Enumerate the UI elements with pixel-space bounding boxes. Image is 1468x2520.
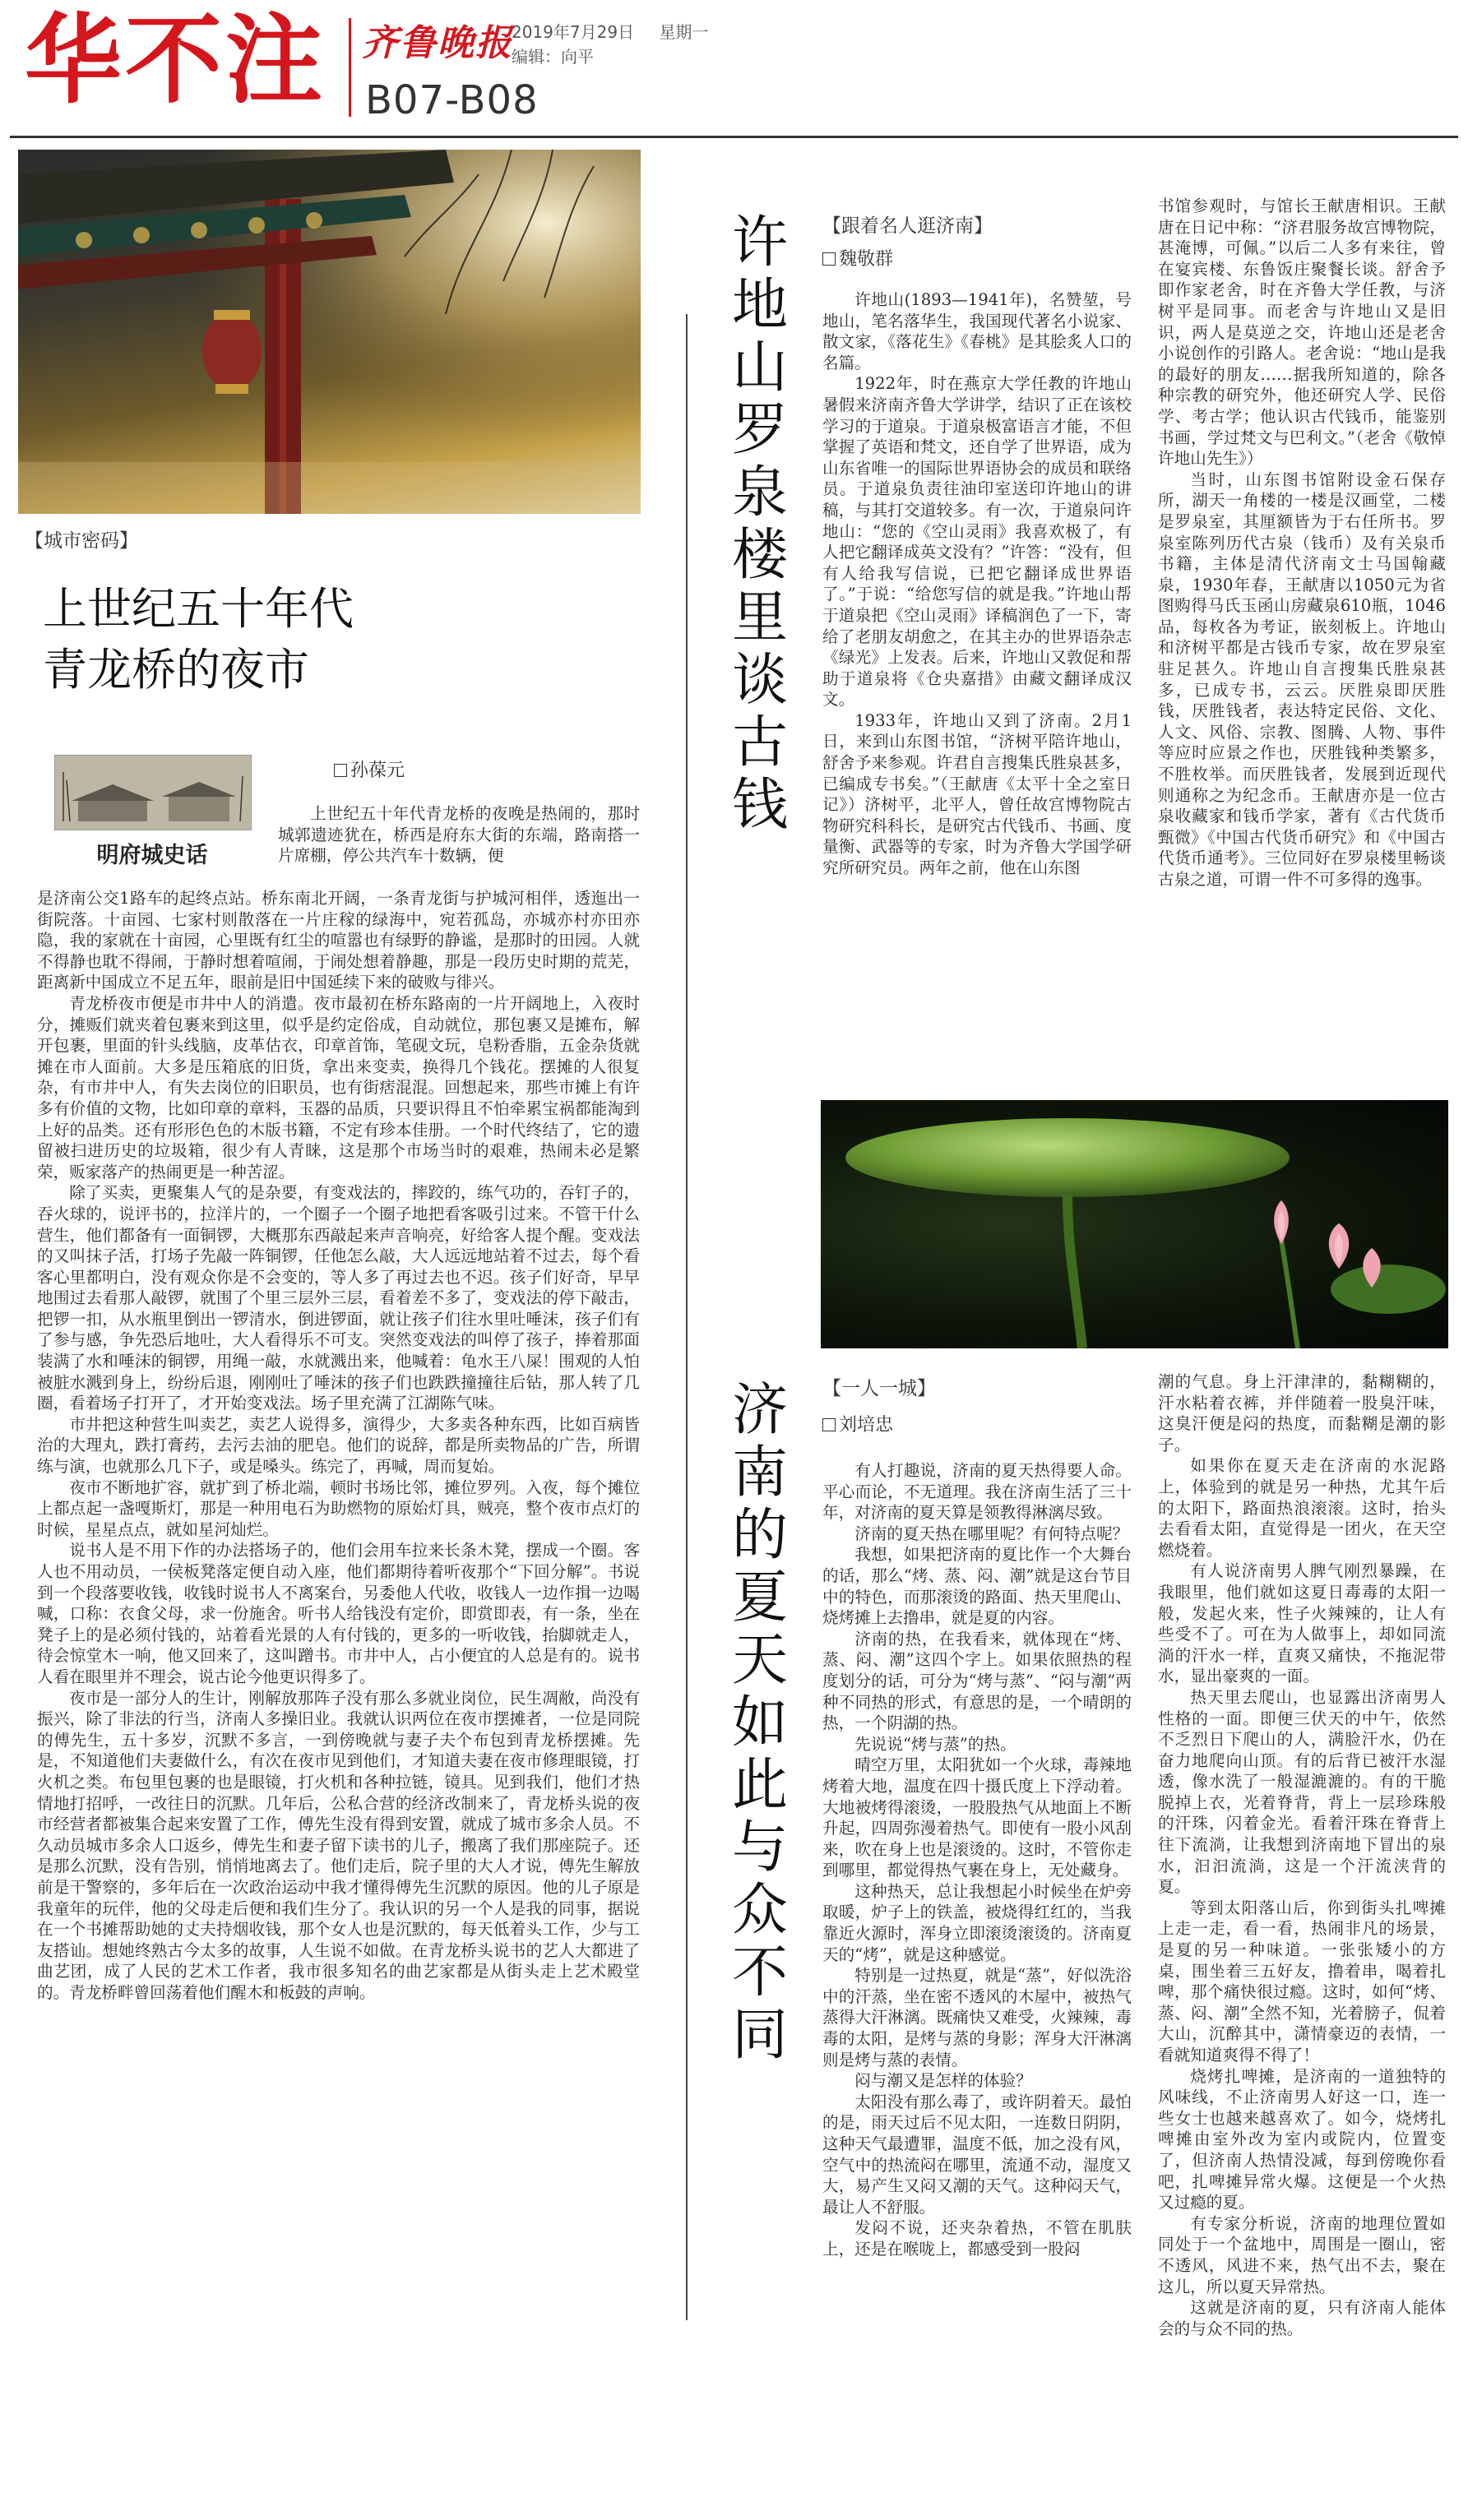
author-byline: 魏敬群 (822, 245, 893, 270)
issue-weekday: 星期一 (659, 22, 709, 42)
article-body-col1 (822, 289, 1132, 879)
author-byline: 刘培忠 (822, 1411, 893, 1436)
paragraph: 闷与潮又是怎样的体验？ (854, 2071, 1032, 2091)
paragraph: 有人说济南男人脾气刚烈暴躁，在我眼里，他们就如这夏日毒毒的太阳一般，发起火来，性子火辣辣的，让人有些受不了。可在为人做事上，却如同流淌的汗水一样，直爽又痛快，不拖泥带水，显出豪爽的一面。 (1158, 1561, 1446, 1686)
section-title: 华不注 (25, 3, 326, 117)
newspaper-logo: 齐鲁晚报 (362, 22, 513, 64)
old-building-illustration (55, 756, 251, 830)
paragraph: 当时，山东图书馆附设金石保存所，湖天一角楼的一楼是汉画堂，二楼是罗泉室，其厘额皆为于右任所书。罗泉室陈列历代古泉（钱币）及有关泉币书籍，主体是清代济南文士马国翰藏泉，1930年春，王献唐以1050元为省图购得马氏玉函山房藏泉610瓶，1046品，每枚各为考证，嵌刻板上。许地山和济树平都是古钱币专家，故在罗泉室驻足甚久。许地山自言搜集氏胜泉甚多，已成专书，云云。厌胜泉即厌胜钱，厌胜钱者，表达特定民俗、文化、人文、风俗、宗教、图腾、人物、事件等应时应景之作也，厌胜钱种类繁多，不胜枚举。而厌胜钱者，发展到近现代则通称之为纪念币。王献唐亦是一位古泉收藏家和钱币学家，著有《古代货币甄微》《中国古代货币研究》和《中国古代货币通考》。三位同好在罗泉楼里畅谈古泉之道，可谓一件不可多得的逸事。 (1158, 469, 1446, 889)
paragraph: 书馆参观时，与馆长王献唐相识。王献唐在日记中称：“济君服务故宫博物院，甚淹博，可佩。”以后二人多有来往，曾在宴宾楼、东鲁饭庄聚餐长谈。舒舍予即作家老舍，时在齐鲁大学任教，与济树平是同事。而老舍与许地山又是旧识，两人是莫逆之交，许地山还是老舍小说创作的引路人。老舍说：“地山是我的最好的朋友……据我所知道的，除各种宗教的研究外，他还研究人学、民俗学、考古学；他认识古代钱币，能鉴别书画，学过梵文与巴利文。”（老舍《敬悼许地山先生》） (1158, 197, 1446, 469)
paragraph: 这种热天，总让我想起小时候坐在炉旁取暖，炉子上的铁盖，被烧得红红的，当我靠近火源时，浑身立即滚烫滚烫的。济南夏天的“烤”，就是这种感觉。 (822, 1881, 1132, 1964)
paragraph: 热天里去爬山，也显露出济南男人性格的一面。即便三伏天的中午，依然不乏烈日下爬山的人，满脸汗水，仍在奋力地爬向山顶。有的后背已被汗水湿透，像水洗了一般湿漉漉的。有的干脆脱掉上衣，光着脊背，背上一层珍珠般的汗珠，闪着金光。看着汗珠在脊背上往下流淌，让我想到济南地下冒出的泉水，汩汩流淌，这是一个汗流浃背的夏。 (1158, 1687, 1446, 1897)
paragraph: 晴空万里，太阳犹如一个火球，毒辣地烤着大地，温度在四十摄氏度上下浮动着。大地被烤得滚烫，一股股热气从地面上不断升起，四周弥漫着热气。即使有一股小风刮来，吹在身上也是滚烫的。这时，不管你走到哪里，都觉得热气裹在身上，无处藏身。 (822, 1755, 1132, 1880)
paragraph: 1922年，时在燕京大学任教的许地山暑假来济南齐鲁大学讲学，结识了正在该校学习的于道泉。于道泉极富语言才能，不但掌握了英语和梵文，还自学了世界语，成为山东省唯一的国际世界语协会的成员和联络员。于道泉负责往油印室送印许地山的讲稿，与其打交道较多。有一次，于道泉问许地山：“您的《空山灵雨》我喜欢极了，有人把它翻译成英文没有？”许答：“没有，但有人给我写信说，已把它翻译成世界语了。”于说：“给您写信的就是我。”许地山帮于道泉把《空山灵雨》译稿润色了一下，寄给了老朋友胡愈之，在其主办的世界语杂志《绿光》上发表。后来，许地山又敦促和帮助于道泉将《仓央嘉措》由藏文翻译成汉文。 (822, 374, 1132, 710)
issue-date: 2019年7月29日 (512, 22, 635, 42)
column-label: 【一人一城】 (822, 1378, 936, 1399)
archway-illustration (18, 150, 641, 514)
paragraph: 太阳没有那么毒了，或许阴着天。最怕的是，雨天过后不见太阳，一连数日阴阴，这种天气最遭罪，温度不低，加之没有风，空气中的热流闷在哪里，流通不动，湿度又大，易产生又闷又潮的天气。这种闷天气，最让人不舒服。 (822, 2092, 1132, 2217)
paragraph: 市井把这种营生叫卖艺，卖艺人说得多，演得少，大多卖各种东西，比如百病皆治的大理丸，跌打膏药，去污去油的肥皂。他们的说辞，都是所卖物品的广告，所谓练与演，也就那么几下子，或是嗓头。练完了，再喊，周而复始。 (37, 1414, 640, 1477)
paragraph: 上世纪五十年代青龙桥的夜晚是热闹的，那时城郭遗迹犹在，桥西是府东大街的东端，路南搭一片席棚，停公共汽车十数辆，便 (278, 804, 640, 866)
series-thumbnail (54, 755, 252, 830)
editor-credit: 编辑：向平 (512, 47, 594, 67)
masthead-rule (10, 136, 1458, 138)
paragraph: 有专家分析说，济南的地理位置如同处于一个盆地中，周围是一圈山，密不透风，风进不来，热气出不去，聚在这儿，所以夏天异常热。 (1158, 2213, 1446, 2296)
headline (43, 579, 354, 701)
lotus-illustration (821, 1100, 1448, 1348)
article-body-col2 (1158, 196, 1446, 890)
paragraph: 潮的气息。身上汗津津的，黏糊糊的，汗水粘着衣裤，并伴随着一股臭汗味，这臭汗便是闷的热度，而黏糊是潮的影子。 (1158, 1372, 1446, 1454)
series-title: 明府城史话 (96, 843, 208, 868)
paragraph: 许地山(1893—1941年)，名赞堃，号地山，笔名落华生，我国现代著名小说家、散文家，《落花生》《春桃》是其脍炙人口的名篇。 (822, 290, 1132, 372)
paragraph: 是济南公交1路车的起终点站。桥东南北开阔，一条青龙街与护城河相伴，透迤出一街院落。十亩园、七家村则散落在一片庄稼的绿海中，宛若孤岛，亦城亦村亦田亦隐，我的家就在十亩园，心里既有红尘的喧嚣也有绿野的静谧，是那时的田园。人就不得静也耽不得闹，于静时想着喧闹，于闹处想着静趣，那是一段历史时期的荒芜，距离新中国成立不足五年，眼前是旧中国延续下来的破败与徘兴。 (37, 889, 640, 992)
paragraph: 如果你在夏天走在济南的水泥路上，体验到的就是另一种热，尤其午后的太阳下，路面热浪滚滚。这时，抬头去看看太阳，直觉得是一团火，在天空燃烧着。 (1158, 1456, 1446, 1560)
paragraph: 发闷不说，还夹杂着热，不管在肌肤上，还是在喉咙上，都感受到一股闷 (822, 2218, 1132, 2259)
column-label: 【跟着名人逛济南】 (822, 215, 993, 237)
vertical-headline: 许地山罗泉楼里谈古钱 (731, 210, 788, 838)
paragraph: 夜市是一部分人的生计，刚解放那阵子没有那么多就业岗位，民生凋敝，尚没有振兴，除了非法的行当，济南人多操旧业。我就认识两位在夜市摆摊者，一位是同院的傅先生，五十多岁，沉默不多言，一到傍晚就与妻子夫个布包到青龙桥摆摊。先是，不知道他们夫妻做什么，有次在夜市见到他们，才知道夫妻在夜市修理眼镜，打火机之类。布包里包裹的也是眼镜，打火机和各种拉链，镜具。见到我们，他们才热情地打招呼，一改往日的沉默。几年后，公私合营的经济改制来了，青龙桥头说的夜市经营者都被集合起来安置了工作，傅先生没有得到安置，就成了城市多余人员。不久动员城市多余人口返乡，傅先生和妻子留下读书的儿子，搬离了我们那座院子。还是那么沉默，没有告别，悄悄地离去了。他们走后，院子里的大人才说，傅先生解放前是干警察的，多年后在一次政治运动中我才懂得傅先生沉默的原因。他的儿子原是我童年的玩伴，他的父母走后便和我们生分了。我认识的另一个人是我的同事，据说在一个书摊帮助她的丈夫持烟收钱，那个女人也是沉默的，每天低着头工作，少与工友搭讪。想她终熟古今太多的故事，人生说不如做。在青龙桥头说书的艺人大都进了曲艺团，成了人民的艺术工作者，我市很多知名的曲艺家都是从街头走上艺术殿堂的。青龙桥畔曾回荡着他们醒木和板鼓的声响。 (37, 1688, 640, 2002)
column-label: 【城市密码】 (25, 530, 138, 552)
paragraph: 除了买卖，更聚集人气的是杂要，有变戏法的，摔跤的，练气功的，吞钉子的，吞火球的，说评书的，拉洋片的，一个圈子一个圈子地把看客吸引过来。不管干什么营生，他们都备有一面铜锣，大概那东西敲起来声音响亮，好给客人提个醒。变戏法的又叫抹子活，打场子先敲一阵铜锣，任他怎么敲，大人远远地站着不过去，每个看客心里都明白，没有观众你是不会变的，等人多了再过去也不迟。孩子们好奇，早早地围过去看那人敲锣，就围了个里三层外三层，看着差不多了，变戏法的停下敲击，把锣一扣，从水瓶里倒出一锣清水，倒进锣面，就让孩子们往水里吐唾沫，孩子们有了参与感，争先恐后地吐，大人看得乐不可支。突然变戏法的叫停了孩子，捧着那面装满了水和唾沫的铜锣，用绳一敲，水就溅出来，他喊着：龟水王八屎！围观的人怕被脏水溅到身上，纷纷后退，刚刚吐了唾沫的孩子们也跌跌撞撞往后钻，那人转了几圈，看着场子打开了，才开始变戏法。场子里充满了江湖陈气味。 (37, 1183, 640, 1413)
paragraph: 有人打趣说，济南的夏天热得要人命。平心而论，不无道理。我在济南生活了三十年，对济南的夏天算是领教得淋漓尽致。 (822, 1461, 1132, 1523)
paragraph: 夜市不断地扩容，就扩到了桥北端，顿时书场比邻，摊位罗列。入夜，每个摊位上都点起一盏嘎斯灯，那是一种用电石为助燃物的原始灯具，贼亮，整个夜市点灯的时候，星星点点，就如星河灿烂。 (37, 1477, 640, 1539)
paragraph: 1933年，许地山又到了济南。2月1日，来到山东图书馆，“济树平陪许地山，舒舍予来参观。许君自言搜集氏胜泉甚多，已编成专书矣。”（王献唐《太平十全之室日记》）济树平，北平人，曾任故宫博物院古物研究科科长，是研究古代钱币、书画、度量衡、武器等的专家，时为齐鲁大学国学研究所研究员。两年之前，他在山东图 (822, 710, 1132, 878)
article-body-col1 (822, 1460, 1132, 2260)
article-intro (278, 803, 640, 867)
archway-photo (18, 150, 641, 514)
paragraph: 烧烤扎啤摊，是济南的一道独特的风味线，不止济南男人好这一口，连一些女士也越来越喜欢了。如今，烧烤扎啤摊由室外改为室内或院内，位置变了，但济南人热情没减，每到傍晚你看吧，扎啤摊异常火爆。这便是一个火热又过瘾的夏。 (1158, 2066, 1446, 2213)
page-numbers: B07-B08 (365, 77, 539, 123)
paragraph: 特别是一过热夏，就是“蒸”，好似洗浴中的汗蒸，坐在密不透风的木屋中，被热气蒸得大汗淋漓。既痛快又难受，火辣辣，毒毒的太阳，是烤与蒸的身影；浑身大汗淋漓则是烤与蒸的表情。 (822, 1966, 1132, 2069)
author-byline: 孙葆元 (334, 756, 405, 782)
column-divider (686, 314, 688, 2320)
article-body (37, 888, 640, 2003)
vertical-headline: 济南的夏天如此与众不同 (731, 1378, 788, 2068)
paragraph: 先说说“烤与蒸”的热。 (854, 1734, 1016, 1754)
paragraph: 等到太阳落山后，你到街头扎啤摊上走一走，看一看，热闹非凡的场景，是夏的另一种味道。一张张矮小的方桌，围坐着三五好友，撸着串，喝着扎啤，那个痛快很过瘾。这时，如何“烤、蒸、闷、潮”全然不知，光着膀子，侃着大山，沉醉其中，潇情豪迈的表情，一看就知道爽得不得了！ (1158, 1898, 1446, 2065)
headline-line-2: 青龙桥的夜市 (43, 644, 309, 696)
masthead-divider (349, 18, 351, 117)
paragraph: 说书人是不用下作的办法搭场子的，他们会用车拉来长条木凳，摆成一个圈。客人也不用动员，一侯板凳落定便自动入座，他们都期待着听夜那个“下回分解”。书说到一个段落要收钱，收钱时说书人不离案台，另委他人代收，收钱人一边作揖一边喝喊，口称：衣食父母，求一份施舍。听书人给钱没有定价，即赏即表，有一条，坐在凳子上的是必须付钱的，站着看光景的人有付钱的，更多的一听收钱，抬脚就走人，待会惊堂木一响，他又回来了，这叫蹭书。市井中人，占小便宜的人总是有的。说书人看在眼里并不理会，说古论今他更识得多了。 (37, 1541, 640, 1686)
paragraph: 济南的夏天热在哪里呢？有何特点呢？ (854, 1524, 1129, 1543)
article-body-col2 (1158, 1371, 1446, 2339)
paragraph: 青龙桥夜市便是市井中人的消遣。夜市最初在桥东路南的一片开阔地上，入夜时分，摊贩们就夹着包裹来到这里，似乎是约定俗成，自动就位，那包裹又是摊布，解开包裹，里面的针头线脑，皮革估衣，印章首饰，笔砚文玩，皂粉香脂，五金杂货就摊在市人面前。大多是压箱底的旧货，拿出来变卖，换得几个钱花。摆摊的人很复杂，有市井中人，有失去岗位的旧职员，也有街痞混混。回想起来，那些市摊上有许多有价值的文物，比如印章的章料，玉器的品质，只要识得且不怕牵累宝祸都能淘到上好的品类。还有形形色色的木版书籍，不定有珍本佳册。一个时代终结了，它的遗留被扫进历史的垃圾箱，很少有人青睐，这是那个市场当时的艰难，热闹未必是繁荣，贩家落产的热闹更是一种苦涩。 (37, 993, 640, 1181)
paragraph: 济南的热，在我看来，就体现在“烤、蒸、闷、潮”这四个字上。如果依照热的程度划分的话，可分为“烤与蒸”、“闷与潮”两种不同热的形式，有意思的是，一个晴朗的热，一个阴湖的热。 (822, 1629, 1132, 1733)
lotus-photo (821, 1100, 1448, 1348)
paragraph: 我想，如果把济南的夏比作一个大舞台的话，那么“烤、蒸、闷、潮”就是这台节目中的特色，而那滚烫的路面、热天里爬山、烧烤摊上去撸串，就是夏的内容。 (822, 1545, 1132, 1628)
paragraph: 这就是济南的夏，只有济南人能体会的与众不同的热。 (1158, 2298, 1446, 2338)
masthead-info (512, 20, 728, 69)
headline-line-1: 上世纪五十年代 (43, 583, 354, 635)
